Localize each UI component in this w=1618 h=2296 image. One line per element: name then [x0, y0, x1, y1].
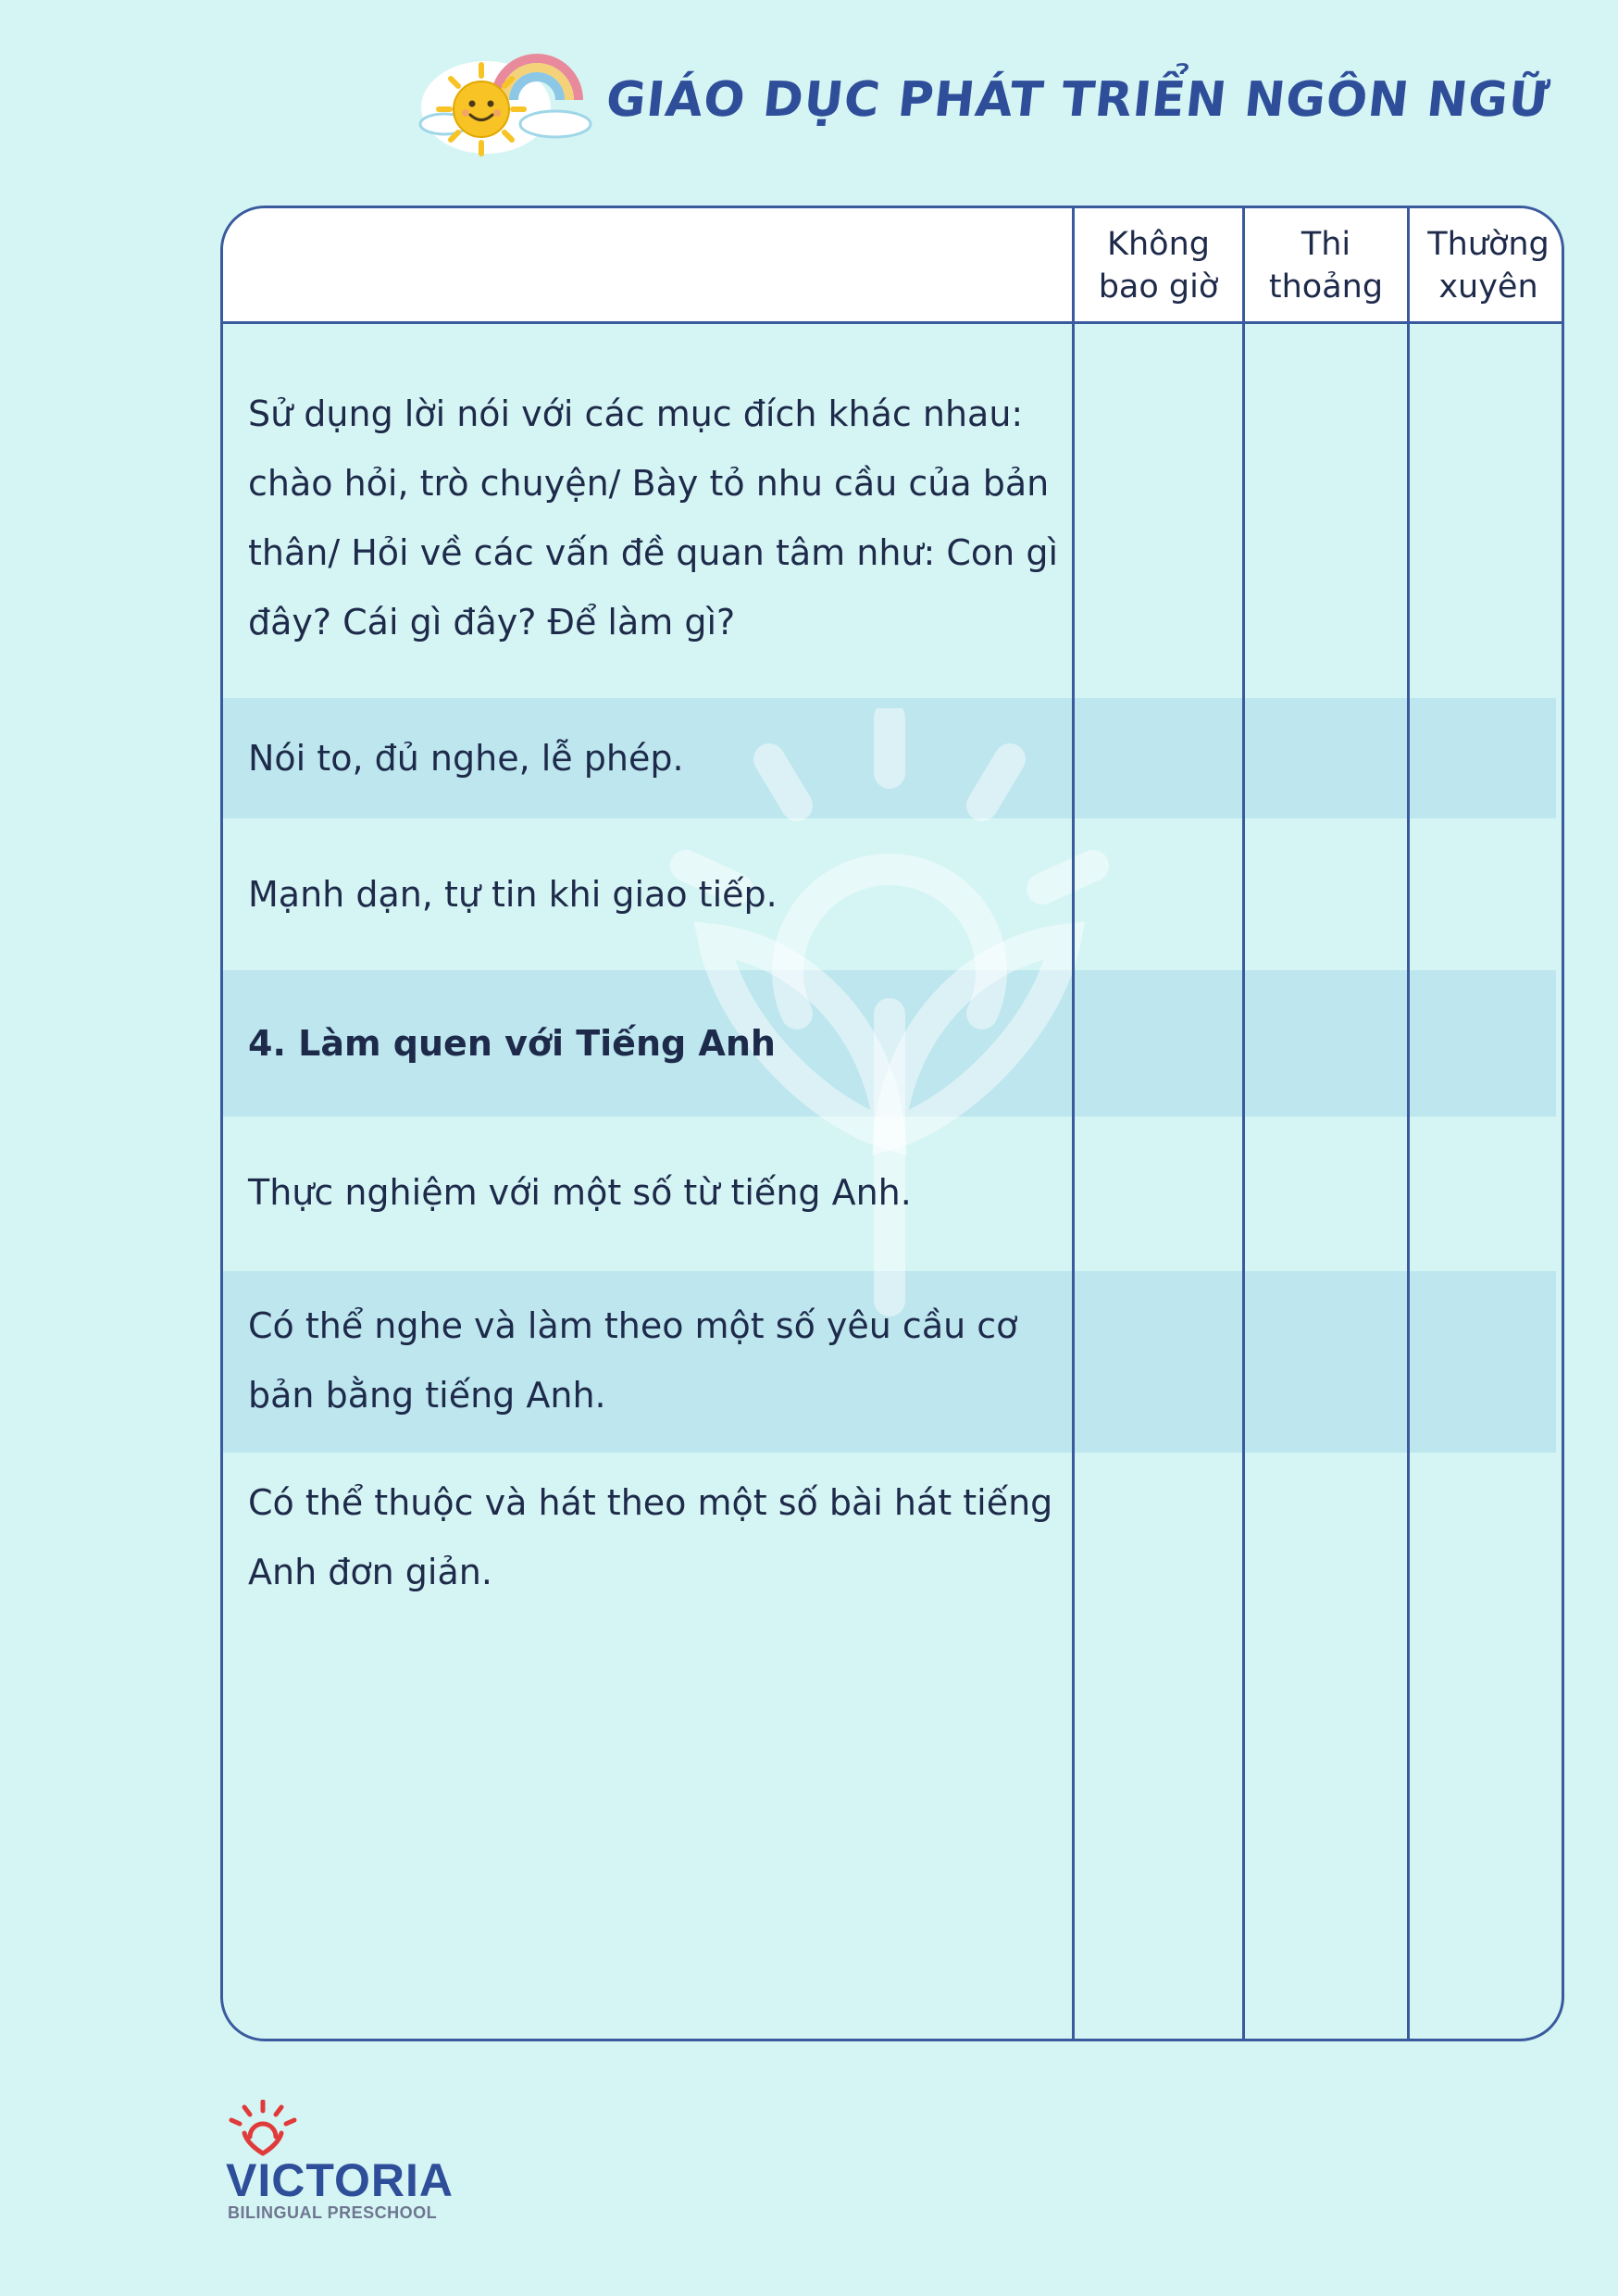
school-logo	[220, 2100, 461, 2229]
row-text-speak-loud: Nói to, đủ nghe, lễ phép.	[248, 738, 684, 779]
section-heading-english: 4. Làm quen với Tiếng Anh	[248, 1023, 776, 1064]
page-title: GIÁO DỤC PHÁT TRIỂN NGÔN NGỮ	[603, 72, 1553, 128]
logo-wordmark: VICTORIA	[226, 2154, 454, 2206]
logo-subtitle: BILINGUAL PRESCHOOL	[228, 2203, 438, 2222]
row-text-english-songs: Có thể thuộc và hát theo một số bài hát tiếng Anh đơn giản.	[248, 1482, 1053, 1592]
column-header-never: Không bao giờ	[1098, 226, 1219, 306]
column-divider	[1407, 208, 1410, 2039]
page-header	[417, 35, 1553, 165]
column-divider	[1242, 208, 1245, 2039]
sun-rainbow-icon	[417, 35, 602, 165]
column-header-sometimes: Thi thoảng	[1268, 226, 1384, 306]
column-header-often: Thường xuyên	[1427, 226, 1550, 306]
row-text-confident: Mạnh dạn, tự tin khi giao tiếp.	[248, 874, 778, 915]
column-divider	[1072, 208, 1075, 2039]
sprout-logo-icon	[226, 2100, 300, 2157]
row-text-english-requests: Có thể nghe và làm theo một số yêu cầu cơ bản bằng tiếng Anh.	[248, 1305, 1018, 1416]
checklist-table	[220, 206, 1564, 2041]
row-text-purpose-speech: Sử dụng lời nói với các mục đích khác nhau: chào hỏi, trò chuyện/ Bày tỏ nhu cầu của bản thân/ Hỏi về các vấn đề quan tâm như: Con gì đây? Cái gì đây? Để làm gì?	[248, 393, 1059, 643]
row-text-english-words: Thực nghiệm với một số từ tiếng Anh.	[248, 1172, 912, 1213]
